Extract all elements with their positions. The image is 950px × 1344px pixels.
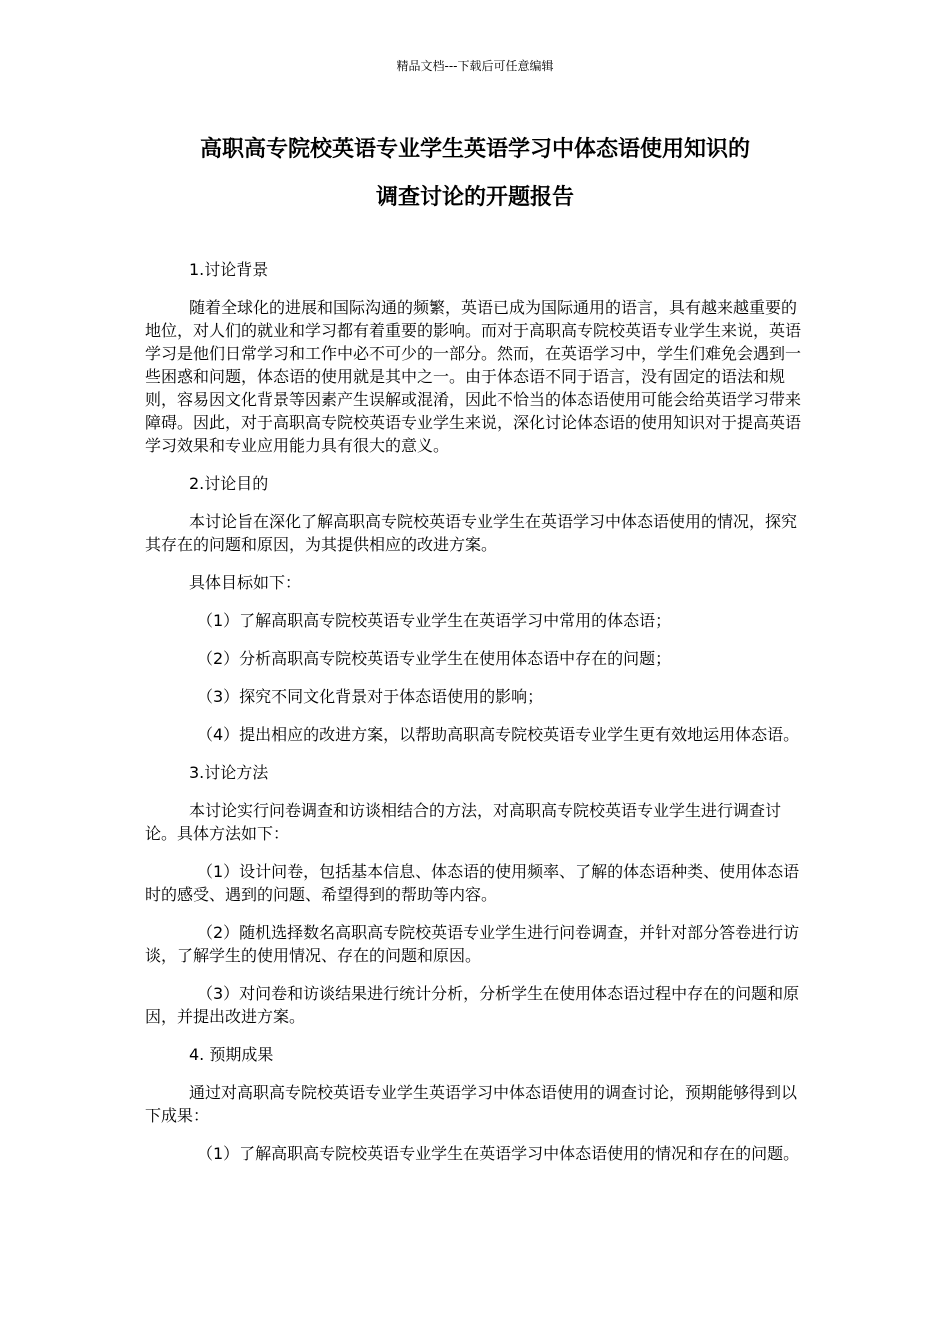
list-item-result-1: （1）了解高职高专院校英语专业学生在英语学习中体态语使用的情况和存在的问题。	[197, 1144, 800, 1163]
document-title	[140, 133, 810, 229]
paragraph-purpose: 本讨论旨在深化了解高职高专院校英语专业学生在英语学习中体态语使用的情况，探究其存在的问题和原因，为其提供相应的改进方案。	[145, 512, 798, 554]
document-body	[145, 258, 810, 1180]
list-item-goal-2: （2）分析高职高专院校英语专业学生在使用体态语中存在的问题；	[197, 649, 672, 668]
list-item-method-1: （1）设计问卷，包括基本信息、体态语的使用频率、了解的体态语种类、使用体态语时的感受、遇到的问题、希望得到的帮助等内容。	[145, 862, 800, 904]
paragraph-results: 通过对高职高专院校英语专业学生英语学习中体态语使用的调查讨论，预期能够得到以下成果：	[145, 1083, 798, 1125]
paragraph-method: 本讨论实行问卷调查和访谈相结合的方法，对高职高专院校英语专业学生进行调查讨论。具体方法如下：	[145, 801, 782, 843]
page-header: 精品文档---下载后可任意编辑	[396, 59, 554, 73]
section-heading-results: 4. 预期成果	[189, 1045, 274, 1064]
list-item-goal-1: （1）了解高职高专院校英语专业学生在英语学习中常用的体态语；	[197, 611, 672, 630]
title-line-2: 调查讨论的开题报告	[375, 185, 574, 210]
title-line-1: 高职高专院校英语专业学生英语学习中体态语使用知识的	[199, 137, 750, 162]
paragraph-background: 随着全球化的进展和国际沟通的频繁，英语已成为国际通用的语言，具有越来越重要的地位，对人们的就业和学习都有着重要的影响。而对于高职高专院校英语专业学生来说，英语学习是他们日常学习和工作中必不可少的一部分。然而，在英语学习中，学生们难免会遇到一些困惑和问题，体态语的使用就是其中之一。由于体态语不同于语言，没有固定的语法和规则，容易因文化背景等因素产生误解或混淆，因此不恰当的体态语使用可能会给英语学习带来障碍。因此，对于高职高专院校英语专业学生来说，深化讨论体态语的使用知识对于提高英语学习效果和专业应用能力具有很大的意义。	[145, 298, 802, 455]
list-item-goal-3: （3）探究不同文化背景对于体态语使用的影响；	[197, 687, 544, 706]
paragraph-goals-intro: 具体目标如下：	[189, 573, 302, 592]
list-item-method-3: （3）对问卷和访谈结果进行统计分析，分析学生在使用体态语过程中存在的问题和原因，并提出改进方案。	[145, 984, 800, 1026]
section-heading-background: 1.讨论背景	[189, 260, 269, 279]
list-item-method-2: （2）随机选择数名高职高专院校英语专业学生进行问卷调查，并针对部分答卷进行访谈，了解学生的使用情况、存在的问题和原因。	[145, 923, 800, 965]
section-heading-purpose: 2.讨论目的	[189, 474, 269, 493]
section-heading-method: 3.讨论方法	[189, 763, 269, 782]
list-item-goal-4: （4）提出相应的改进方案，以帮助高职高专院校英语专业学生更有效地运用体态语。	[197, 725, 800, 744]
